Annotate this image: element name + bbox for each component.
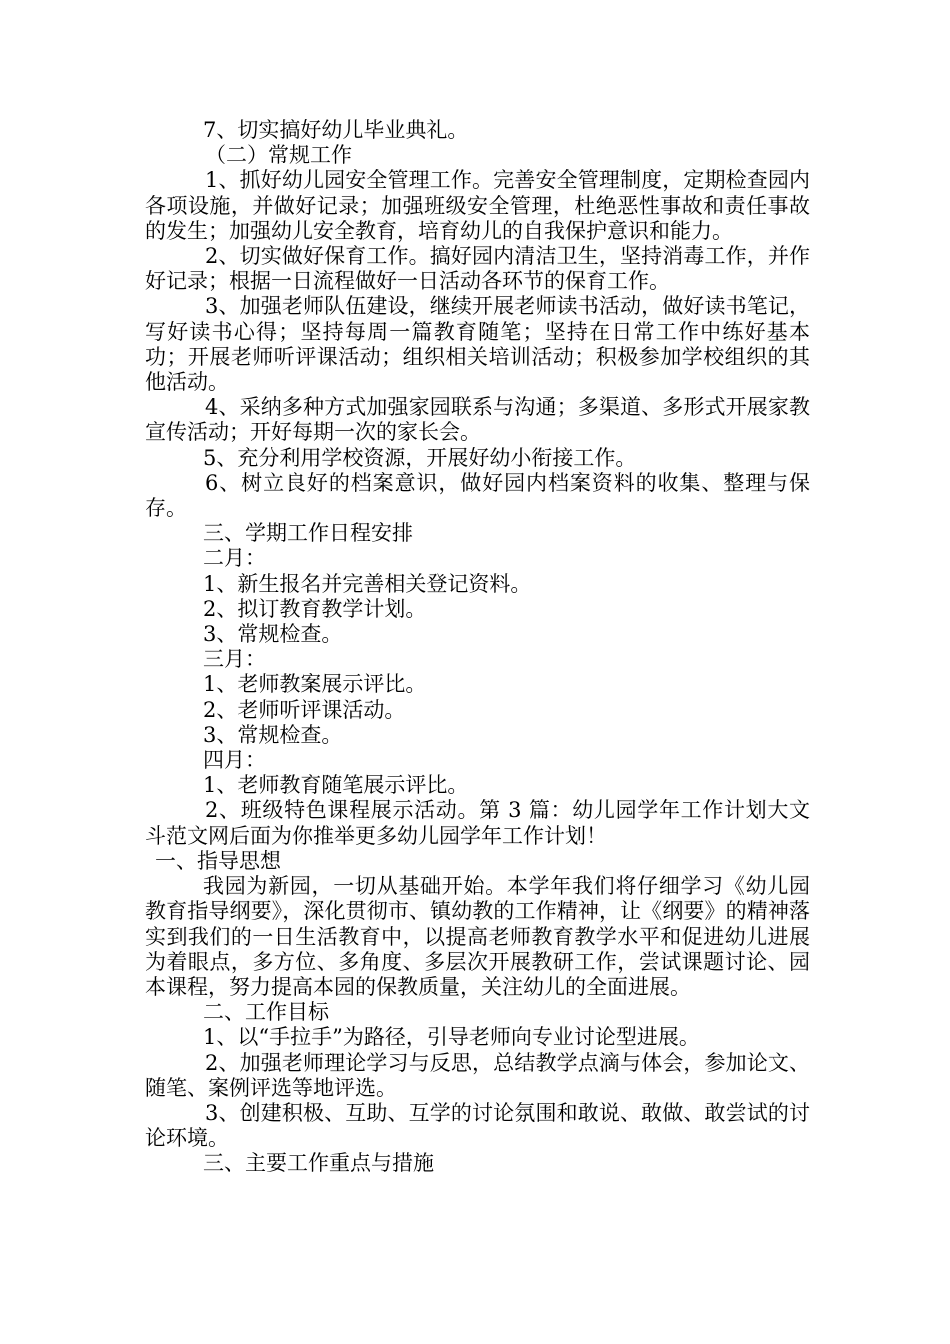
list-item: 2、老师听评课活动。 xyxy=(203,697,406,722)
paragraph: 6、树立良好的档案意识，做好园内档案资料的收集、整理与保存。 xyxy=(145,470,810,521)
paragraph: 2、班级特色课程展示活动。第 3 篇：幼儿园学年工作计划大文斗范文网后面为你推举更多幼儿园学年工作计划！ xyxy=(145,798,810,848)
list-item: 2、加强老师理论学习与反思，总结教学点滴与体会，参加论文、随笔、案例评选等地评选。 xyxy=(145,1050,810,1100)
paragraph: 7、切实搞好幼儿毕业典礼。 xyxy=(203,118,469,142)
list-item: 1、老师教案展示评比。 xyxy=(203,672,427,697)
list-item: 3、常规检查。 xyxy=(203,622,343,647)
list-item: 1、老师教育随笔展示评比。 xyxy=(203,773,469,798)
paragraph: 1、抓好幼儿园安全管理工作。完善安全管理制度，定期检查园内各项设施，并做好记录；加强班级安全管理，杜绝恶性事故和责任事故的发生；加强幼儿安全教育，培育幼儿的自我保护意识和能力。 xyxy=(145,168,810,243)
section-heading: 三、主要工作重点与措施 xyxy=(203,1151,434,1176)
paragraph: 3、加强老师队伍建设，继续开展老师读书活动，做好读书笔记，写好读书心得；坚持每周一篇教育随笔；坚持在日常工作中练好基本功；开展老师听评课活动；组织相关培训活动；积极参加学校组织的其他活动。 xyxy=(145,294,810,395)
document-page xyxy=(145,118,810,1177)
month-heading: 三月： xyxy=(203,647,266,672)
paragraph: 我园为新园，一切从基础开始。本学年我们将仔细学习《幼儿园教育指导纲要》，深化贯彻市、镇幼教的工作精神，让《纲要》的精神落实到我们的一日生活教育中，以提高老师教育教学水平和促进幼儿进展为着眼点，多方位、多角度、多层次开展教研工作，尝试课题讨论、园本课程，努力提高本园的保教质量，关注幼儿的全面进展。 xyxy=(145,874,810,999)
list-item: 3、常规检查。 xyxy=(203,722,343,747)
paragraph: 2、切实做好保育工作。搞好园内清洁卫生，坚持消毒工作，并作好记录；根据一日流程做好一日活动各环节的保育工作。 xyxy=(145,244,810,294)
month-heading: 四月： xyxy=(203,748,266,773)
month-heading: 二月： xyxy=(203,546,266,571)
list-item: 2、拟订教育教学计划。 xyxy=(203,596,427,621)
section-heading: 二、工作目标 xyxy=(203,1000,329,1025)
list-item: 1、新生报名并完善相关登记资料。 xyxy=(203,571,532,596)
list-item: 1、以“手拉手”为路径，引导老师向专业讨论型进展。 xyxy=(203,1025,700,1050)
section-heading: 一、指导思想 xyxy=(155,848,281,873)
section-heading: 三、学期工作日程安排 xyxy=(203,521,413,546)
section-heading: （二）常规工作 xyxy=(205,143,352,168)
paragraph: 5、充分利用学校资源，开展好幼小衔接工作。 xyxy=(203,445,637,470)
list-item: 3、创建积极、互助、互学的讨论氛围和敢说、敢做、敢尝试的讨论环境。 xyxy=(145,1100,810,1151)
paragraph: 4、采纳多种方式加强家园联系与沟通；多渠道、多形式开展家教宣传活动；开好每期一次的家长会。 xyxy=(145,395,810,445)
